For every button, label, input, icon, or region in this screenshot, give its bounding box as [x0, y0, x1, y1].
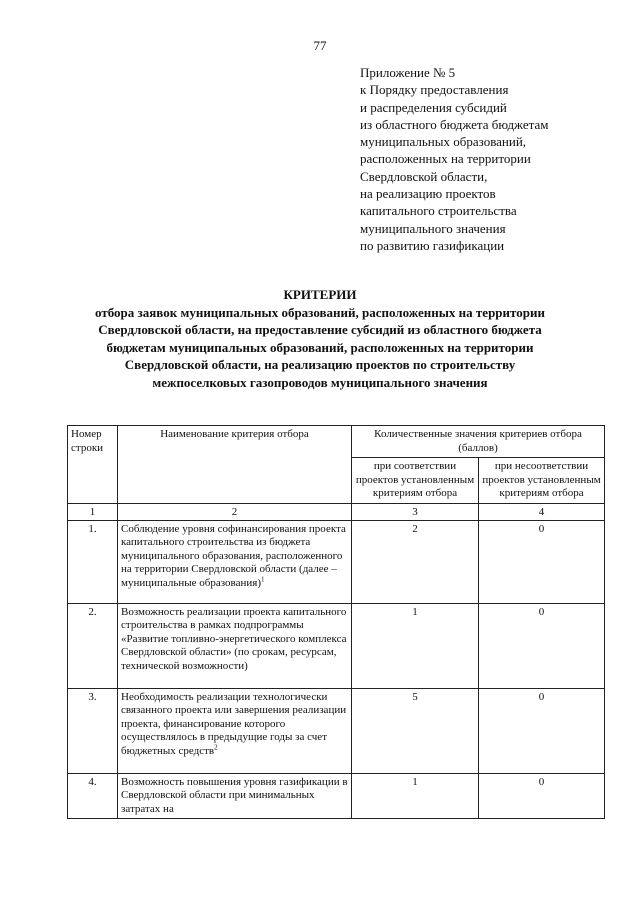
criterion-text: Соблюдение уровня софинансирования проекта капитального строительства из бюджета муниципального образования, расположенного на территории Свердловской области (далее – муниципальные образования)	[121, 522, 346, 589]
subtitle-line: Свердловской области, на реализацию проектов по строительству	[124, 357, 516, 372]
header-noncompliant: при несоответствии проектов установленным критериям отбора	[479, 458, 605, 504]
row-criterion	[118, 773, 352, 819]
appendix-line: расположенных на территории	[360, 151, 531, 167]
column-number-row	[68, 503, 605, 520]
title-heading: КРИТЕРИИ	[283, 287, 357, 302]
row-compliant-score: 1	[352, 603, 479, 688]
column-number: 3	[352, 503, 479, 520]
row-noncompliant-score: 0	[479, 603, 605, 688]
criteria-table	[67, 425, 605, 819]
footnote-marker: 2	[214, 742, 218, 751]
appendix-line: на реализацию проектов	[360, 186, 496, 202]
criterion-text: Возможность повышения уровня газификации в Свердловской области при минимальных затратах на	[121, 775, 348, 815]
subtitle-line: Свердловской области, на предоставление субсидий из областного бюджета	[98, 322, 542, 337]
table-row	[68, 520, 605, 603]
subtitle-line: отбора заявок муниципальных образований, расположенных на территории	[95, 304, 545, 320]
row-noncompliant-score: 0	[479, 688, 605, 773]
appendix-line: муниципального значения	[360, 220, 506, 236]
footnote-marker: 1	[260, 574, 265, 583]
row-criterion	[118, 520, 352, 603]
header-number: Номер строки	[68, 426, 118, 504]
row-criterion	[118, 603, 352, 688]
document-title	[0, 286, 640, 391]
table-row	[68, 603, 605, 688]
row-criterion	[118, 688, 352, 773]
column-number: 4	[479, 503, 605, 520]
criterion-text: Возможность реализации проекта капитального строительства в рамках подпрограммы «Развитие топливно-энергетического комплекса Свердловской области» (по срокам, ресурсам, технической возможности)	[121, 605, 347, 672]
subtitle-line: межпоселковых газопроводов муниципального значения	[152, 374, 488, 390]
appendix-line: и распределения субсидий	[360, 99, 507, 115]
row-compliant-score: 5	[352, 688, 479, 773]
appendix-line: капитального строительства	[360, 203, 517, 219]
criterion-text: Необходимость реализации технологически связанного проекта или завершения реализации проекта, финансирование которого осуществлялось в предыдущие годы за счет бюджетных средств	[121, 690, 347, 757]
appendix-line: из областного бюджета бюджетам	[360, 116, 549, 132]
row-number: 2.	[68, 603, 118, 688]
column-number: 2	[118, 503, 352, 520]
table-header-row	[68, 426, 605, 458]
row-compliant-score: 1	[352, 773, 479, 819]
appendix-line: муниципальных образований,	[360, 134, 527, 150]
appendix-line: по развитию газификации	[360, 237, 505, 253]
row-number: 3.	[68, 688, 118, 773]
subtitle-line: бюджетам муниципальных образований, расположенных на территории	[106, 339, 534, 355]
column-number: 1	[68, 503, 118, 520]
header-values: Количественные значения критериев отбора (баллов)	[352, 426, 605, 458]
appendix-block	[360, 64, 630, 254]
row-compliant-score: 2	[352, 520, 479, 603]
table-row	[68, 688, 605, 773]
row-noncompliant-score: 0	[479, 520, 605, 603]
row-number: 1.	[68, 520, 118, 603]
appendix-line: Свердловской области,	[360, 168, 488, 184]
header-compliant: при соответствии проектов установленным критериям отбора	[352, 458, 479, 504]
header-name: Наименование критерия отбора	[118, 426, 352, 504]
appendix-line: к Порядку предоставления	[360, 82, 509, 98]
table-row	[68, 773, 605, 819]
appendix-line: Приложение № 5	[360, 65, 456, 80]
row-noncompliant-score: 0	[479, 773, 605, 819]
title-subtitle	[0, 304, 640, 392]
row-number: 4.	[68, 773, 118, 819]
page-number: 77	[313, 38, 327, 53]
